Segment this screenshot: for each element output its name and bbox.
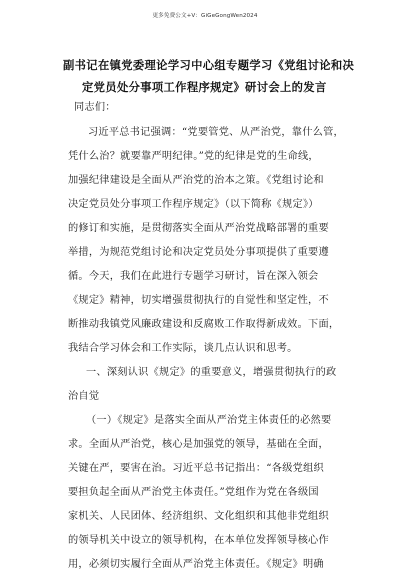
body-line: （一）《规定》是落实全面从严治党主体责任的必然要 [86, 415, 332, 426]
body-line: 《规定》精神，切实增强贯彻执行的自觉性和坚定性，不 [68, 295, 329, 306]
body-line: 举措，为规范党组讨论和决定党员处分事项提供了重要遵 [68, 247, 329, 258]
body-line: 我结合学习体会和工作实际，谈几点认识和思考。 [68, 343, 298, 354]
body-line: 的修订和实施，是贯彻落实全面从严治党战略部署的重要 [68, 223, 329, 234]
header-watermark: 更多免费公文+V：GiGeGongWen2024 [152, 13, 258, 19]
salutation: 同志们： [74, 102, 116, 113]
body-line: 凭什么治？就要靠严明纪律。”党的纪律是党的生命线， [68, 151, 319, 162]
body-line: 加强纪律建设是全面从严治党的治本之策。《党组讨论和 [68, 175, 324, 186]
body-line: 求。全面从严治党，核心是加强党的领导，基础在全面， [68, 439, 329, 450]
body-line: 决定党员处分事项工作程序规定》（以下简称《规定》） [68, 199, 319, 210]
body-line: 断推动我镇党风廉政建设和反腐败工作取得新成效。下面， [68, 319, 340, 330]
body-line: 的领导机关中设立的领导机构，在本单位发挥领导核心作 [68, 535, 329, 546]
body-line: 关键在严，要害在治。习近平总书记指出：“各级党组织 [68, 463, 324, 474]
body-line: 家机关、人民团体、经济组织、文化组织和其他非党组织 [68, 511, 329, 522]
body-line: 用，必须切实履行全面从严治党主体责任。《规定》明确 [68, 559, 324, 570]
document-title-line-2: 定党员处分事项工作程序规定》研讨会上的发言 [82, 81, 327, 94]
body-line: 习近平总书记强调：“党要管党、从严治党，靠什么管， [88, 127, 344, 138]
document-title-line-1: 副书记在镇党委理论学习中心组专题学习《党组讨论和决 [63, 59, 355, 72]
body-line: 要担负起全面从严治党主体责任。”党组作为党在各级国 [68, 487, 319, 498]
section-heading-cont: 治自觉 [68, 391, 100, 402]
section-heading: 一、深刻认识《规定》的重要意义，增强贯彻执行的政 [86, 367, 337, 378]
body-line: 循。今天，我们在此进行专题学习研讨，旨在深入领会 [68, 271, 319, 282]
